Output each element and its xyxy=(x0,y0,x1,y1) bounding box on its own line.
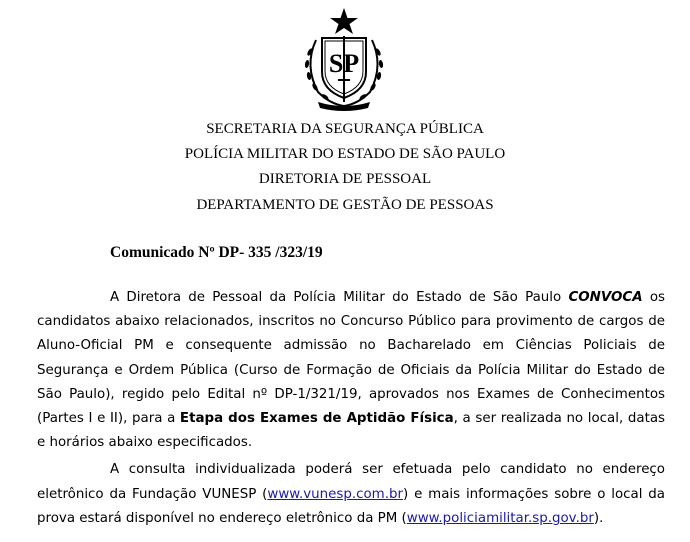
paragraph-convocation xyxy=(37,286,665,455)
para2-text-1: A consulta individualizada poderá ser efetuada pelo candidato no endereço eletrônico da Fundação VUNESP ( xyxy=(37,462,665,502)
header-departamento: DEPARTAMENTO DE GESTÃO DE PESSOAS xyxy=(196,197,494,213)
para1-text-3: , a ser realizada no local, datas e horários abaixo especificados. xyxy=(37,411,665,451)
para1-text-1: A Diretora de Pessoal da Polícia Militar do Estado de São Paulo xyxy=(110,290,569,305)
sao-paulo-coat-of-arms-emblem xyxy=(296,6,392,112)
para1-text-2: os candidatos abaixo relacionados, inscritos no Concurso Público para provimento de cargos de Aluno-Oficial PM e consequente admissão no Bacharelado em Ciências Policiais de Segurança e Ordem Pública (Curso de Formação de Oficiais da Polícia Militar do Estado de São Paulo), regido pelo Edital nº DP-1/321/19, aprovados nos Exames de Conhecimentos (Partes I e II), para a xyxy=(37,290,665,427)
convoca-emphasis: CONVOCA xyxy=(568,290,643,305)
vunesp-link[interactable]: www.vunesp.com.br xyxy=(267,486,403,502)
header-diretoria: DIRETORIA DE PESSOAL xyxy=(258,171,432,187)
emblem-letters: SP xyxy=(328,49,360,78)
comunicado-title: Comunicado Nº DP- 335 /323/19 xyxy=(110,244,323,261)
header-policia-militar: POLÍCIA MILITAR DO ESTADO DE SÃO PAULO xyxy=(184,146,506,162)
para2-text-3: ). xyxy=(593,510,604,526)
etapa-emphasis: Etapa dos Exames de Aptidão Física xyxy=(179,411,454,427)
policiamilitar-link[interactable]: www.policiamilitar.sp.gov.br xyxy=(406,510,594,526)
document-body xyxy=(37,286,665,531)
para2-text-2: ) e mais informações sobre o local da prova estará disponível no endereço eletrônico da PM ( xyxy=(37,486,665,526)
header-secretaria: SECRETARIA DA SEGURANÇA PÚBLICA xyxy=(206,121,484,137)
paragraph-consultation xyxy=(37,458,665,531)
